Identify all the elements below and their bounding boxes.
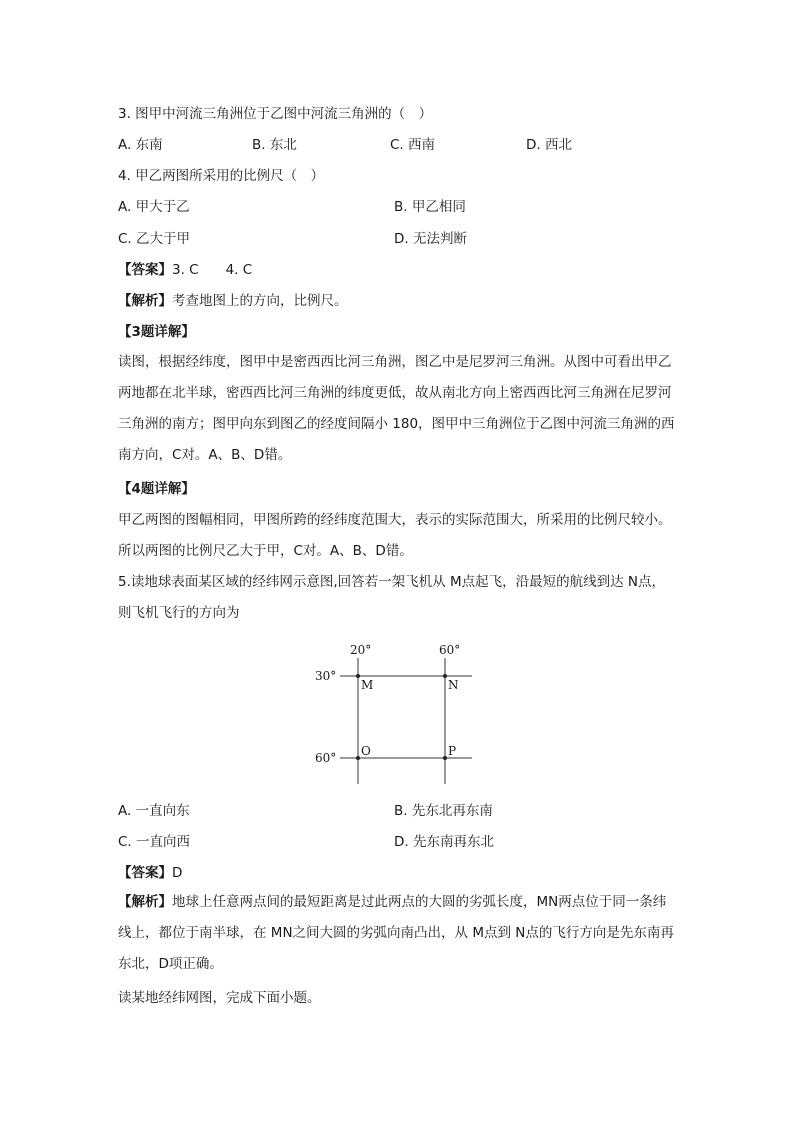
- detail-4-text: 甲乙两图的图幅相同，甲图所跨的经纬度范围大，表示的实际范围大，所采用的比例尺较小。所以两图的比例尺乙大于甲，C对。A、B、D错。: [118, 512, 672, 559]
- point-o-dot: [356, 756, 360, 760]
- answer-3-4: [118, 260, 252, 280]
- answer-5: [118, 863, 182, 883]
- point-p-dot: [443, 756, 447, 760]
- q4-option-a: A. 甲大于乙: [118, 199, 190, 215]
- point-n-label: N: [448, 678, 459, 692]
- detail-3-heading: 【3题详解】: [118, 324, 195, 340]
- q3-option-b: B. 东北: [252, 137, 297, 153]
- q3-option-d: D. 西北: [526, 137, 572, 153]
- question-4-stem: 4. 甲乙两图所采用的比例尺（ ）: [118, 168, 325, 184]
- analysis-5: [118, 887, 678, 980]
- next-section-intro: 读某地经纬网图，完成下面小题。: [118, 990, 321, 1006]
- point-m-label: M: [361, 678, 374, 692]
- q4-option-c: C. 乙大于甲: [118, 231, 191, 247]
- point-p-label: P: [448, 744, 457, 758]
- point-n-dot: [443, 674, 447, 678]
- longitude-label-right: 60°: [439, 643, 461, 657]
- graticule-figure: [300, 636, 490, 786]
- analysis-5-text: 地球上任意两点间的最短距离是过此两点的大圆的劣弧长度，MN两点位于同一条纬线上，都位于南半球，在 MN之间大圆的劣弧向南凸出，从 M点到 N点的飞行方向是先东南再东北，D项正确。: [118, 894, 674, 972]
- analysis-text: 考查地图上的方向，比例尺。: [172, 293, 348, 309]
- detail-4-heading: 【4题详解】: [118, 481, 195, 497]
- q4-option-d: D. 无法判断: [394, 231, 467, 247]
- longitude-label-left: 20°: [350, 643, 372, 657]
- point-m-dot: [356, 674, 360, 678]
- answer-text: 3. C 4. C: [172, 262, 253, 278]
- q5-option-c: C. 一直向西: [118, 834, 191, 850]
- answer-label: 【答案】: [118, 262, 172, 278]
- q3-option-a: A. 东南: [118, 137, 163, 153]
- q5-option-d: D. 先东南再东北: [394, 834, 494, 850]
- graticule-diagram: [300, 636, 490, 786]
- q3-option-c: C. 西南: [390, 137, 436, 153]
- q5-option-b: B. 先东北再东南: [394, 803, 493, 819]
- latitude-label-bottom: 60°: [315, 751, 337, 765]
- point-o-label: O: [361, 744, 371, 758]
- q5-option-a: A. 一直向东: [118, 803, 190, 819]
- answer-5-label: 【答案】: [118, 865, 172, 881]
- detail-3-text: 读图，根据经纬度，图甲中是密西西比河三角洲，图乙中是尼罗河三角洲。从图中可看出甲乙两地都在北半球，密西西比河三角洲的纬度更低，故从南北方向上密西西比河三角洲在尼罗河三角洲的南方；图甲向东到图乙的经度间隔小 180，图甲中三角洲位于乙图中河流三角洲的西南方向，C对。A、B、D错。: [118, 354, 675, 463]
- question-5-stem: 5.读地球表面某区域的经纬网示意图,回答若一架飞机从 M点起飞，沿最短的航线到达 N点，则飞机飞行的方向为: [118, 574, 665, 621]
- latitude-label-top: 30°: [315, 669, 337, 683]
- answer-5-text: D: [172, 865, 183, 881]
- question-3-stem: 3. 图甲中河流三角洲位于乙图中河流三角洲的（ ）: [118, 106, 433, 122]
- analysis-5-label: 【解析】: [118, 894, 172, 910]
- analysis-3-4: [118, 291, 348, 311]
- analysis-label: 【解析】: [118, 293, 172, 309]
- q4-option-b: B. 甲乙相同: [394, 199, 466, 215]
